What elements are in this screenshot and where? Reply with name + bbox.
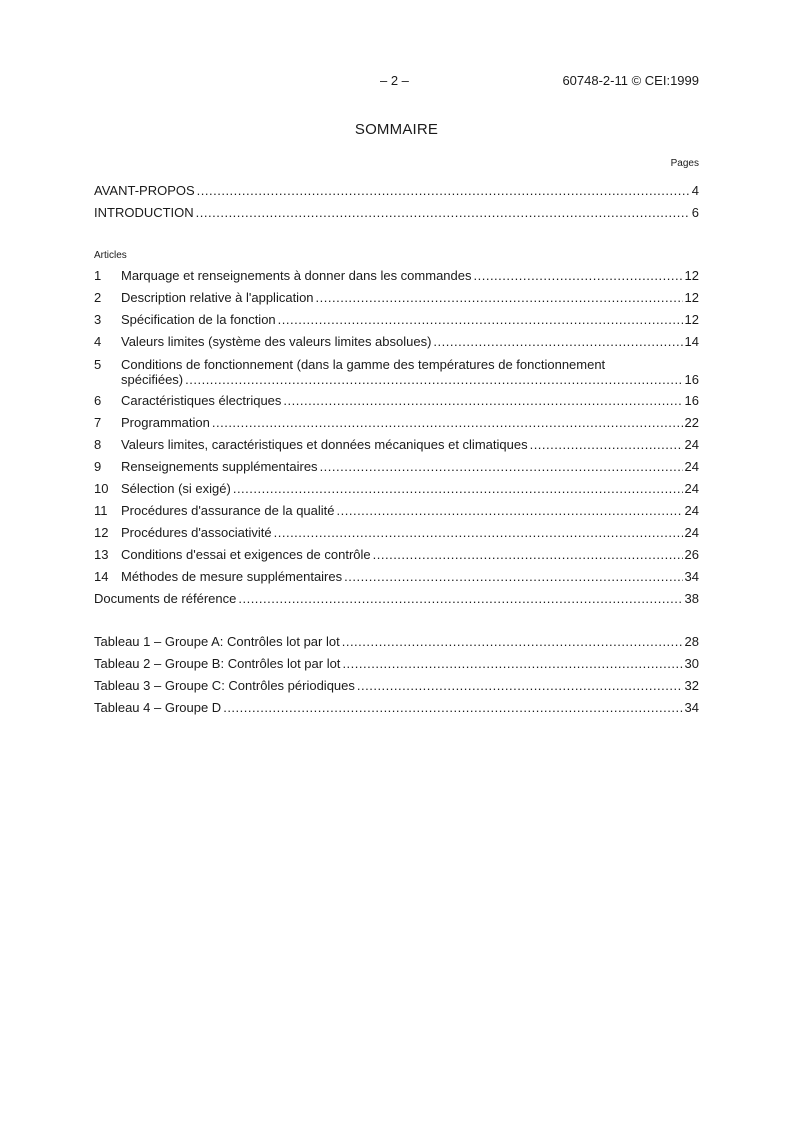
toc-entry-page: 24 (684, 525, 699, 540)
dot-leader (373, 547, 683, 563)
toc-entry-text: Valeurs limites, caractéristiques et données mécaniques et climatiques (121, 437, 528, 452)
toc-article-6[interactable] (94, 393, 699, 409)
dot-leader (223, 700, 682, 716)
article-number: 7 (94, 415, 102, 430)
toc-article-8[interactable] (94, 437, 699, 453)
document-reference: 60748-2-11 © CEI:1999 (562, 73, 699, 88)
dot-leader (342, 656, 682, 672)
dot-leader (212, 415, 683, 431)
toc-entry-text: Documents de référence (94, 591, 237, 606)
toc-article-7[interactable] (94, 415, 699, 431)
article-number: 9 (94, 459, 102, 474)
toc-article-2[interactable] (94, 290, 699, 306)
toc-article-10[interactable] (94, 481, 699, 497)
toc-entry-text: Marquage et renseignements à donner dans les commandes (121, 268, 472, 283)
toc-entry-page: 4 (691, 183, 699, 198)
toc-table-1[interactable] (94, 634, 699, 650)
toc-entry-text: Tableau 3 – Groupe C: Contrôles périodiques (94, 678, 355, 693)
toc-entry-text: Programmation (121, 415, 210, 430)
toc-entry-page: 28 (684, 634, 699, 649)
dot-leader (197, 183, 690, 199)
dot-leader (238, 591, 682, 607)
toc-article-9[interactable] (94, 459, 699, 475)
toc-entry-text: Description relative à l'application (121, 290, 314, 305)
toc-entry-text: Sélection (si exigé) (121, 481, 231, 496)
toc-entry-page: 6 (691, 205, 699, 220)
toc-article-11[interactable] (94, 503, 699, 519)
toc-table-3[interactable] (94, 678, 699, 694)
article-number: 3 (94, 312, 102, 327)
page-header (94, 73, 699, 89)
toc-entry-page: 34 (684, 569, 699, 584)
dot-leader (320, 459, 683, 475)
dot-leader (344, 569, 682, 585)
toc-entry-page: 16 (684, 393, 699, 408)
page-number: – 2 – (380, 73, 409, 88)
toc-entry-page: 12 (684, 268, 699, 283)
dot-leader (433, 334, 682, 350)
toc-entry-text: Tableau 1 – Groupe A: Contrôles lot par lot (94, 634, 340, 649)
toc-article-4[interactable] (94, 334, 699, 350)
dot-leader (316, 290, 683, 306)
toc-entry-text: Procédures d'assurance de la qualité (121, 503, 335, 518)
article-number: 12 (94, 525, 109, 540)
toc-entry-text: Tableau 4 – Groupe D (94, 700, 222, 715)
toc-entry-page: 22 (684, 415, 699, 430)
toc-entry-page: 24 (684, 481, 699, 496)
toc-entry-page: 32 (684, 678, 699, 693)
dot-leader (185, 372, 682, 387)
toc-article-13[interactable] (94, 547, 699, 563)
toc-entry-text-line2: spécifiées) (121, 372, 184, 387)
toc-article-12[interactable] (94, 525, 699, 541)
toc-entry-page: 14 (684, 334, 699, 349)
toc-article-14[interactable] (94, 569, 699, 585)
toc-entry-avant-propos[interactable] (94, 183, 699, 199)
toc-entry-text: Spécification de la fonction (121, 312, 276, 327)
dot-leader (278, 312, 683, 328)
dot-leader (342, 634, 683, 650)
toc-entry-references[interactable] (94, 591, 699, 607)
toc-article-1[interactable] (94, 268, 699, 284)
toc-entry-text: INTRODUCTION (94, 205, 194, 220)
article-number: 6 (94, 393, 102, 408)
dot-leader (530, 437, 683, 453)
dot-leader (283, 393, 682, 409)
dot-leader (357, 678, 683, 694)
toc-entry-text: Procédures d'associativité (121, 525, 272, 540)
toc-entry-page: 26 (684, 547, 699, 562)
toc-entry-text: Caractéristiques électriques (121, 393, 282, 408)
article-number: 10 (94, 481, 109, 496)
pages-column-label: Pages (670, 158, 699, 169)
dot-leader (274, 525, 683, 541)
dot-leader (337, 503, 683, 519)
toc-entry-page: 16 (684, 372, 699, 387)
toc-article-5[interactable] (94, 357, 699, 387)
toc-entry-text: Conditions d'essai et exigences de contrôle (121, 547, 371, 562)
article-number: 8 (94, 437, 102, 452)
article-number: 13 (94, 547, 109, 562)
dot-leader (474, 268, 683, 284)
toc-entry-page: 38 (684, 591, 699, 606)
toc-entry-text: Renseignements supplémentaires (121, 459, 318, 474)
article-number: 1 (94, 268, 102, 283)
article-number: 5 (94, 357, 102, 372)
toc-table-4[interactable] (94, 700, 699, 716)
toc-entry-text-line1: Conditions de fonctionnement (dans la gamme des températures de fonctionnement (121, 357, 606, 372)
toc-entry-introduction[interactable] (94, 205, 699, 221)
toc-entry-text: Valeurs limites (système des valeurs limites absolues) (121, 334, 432, 349)
toc-entry-text: AVANT-PROPOS (94, 183, 195, 198)
dot-leader (233, 481, 683, 497)
toc-entry-page: 24 (684, 437, 699, 452)
toc-entry-text: Méthodes de mesure supplémentaires (121, 569, 343, 584)
articles-label: Articles (94, 250, 127, 261)
toc-article-3[interactable] (94, 312, 699, 328)
toc-entry-page: 30 (684, 656, 699, 671)
toc-entry-page: 12 (684, 312, 699, 327)
toc-entry-page: 12 (684, 290, 699, 305)
article-number: 2 (94, 290, 102, 305)
toc-entry-page: 34 (684, 700, 699, 715)
article-number: 14 (94, 569, 109, 584)
toc-entry-page: 24 (684, 503, 699, 518)
toc-table-2[interactable] (94, 656, 699, 672)
toc-title: SOMMAIRE (354, 121, 439, 138)
toc-entry-text: Tableau 2 – Groupe B: Contrôles lot par lot (94, 656, 341, 671)
dot-leader (196, 205, 690, 221)
article-number: 4 (94, 334, 102, 349)
toc-entry-page: 24 (684, 459, 699, 474)
article-number: 11 (94, 503, 108, 518)
